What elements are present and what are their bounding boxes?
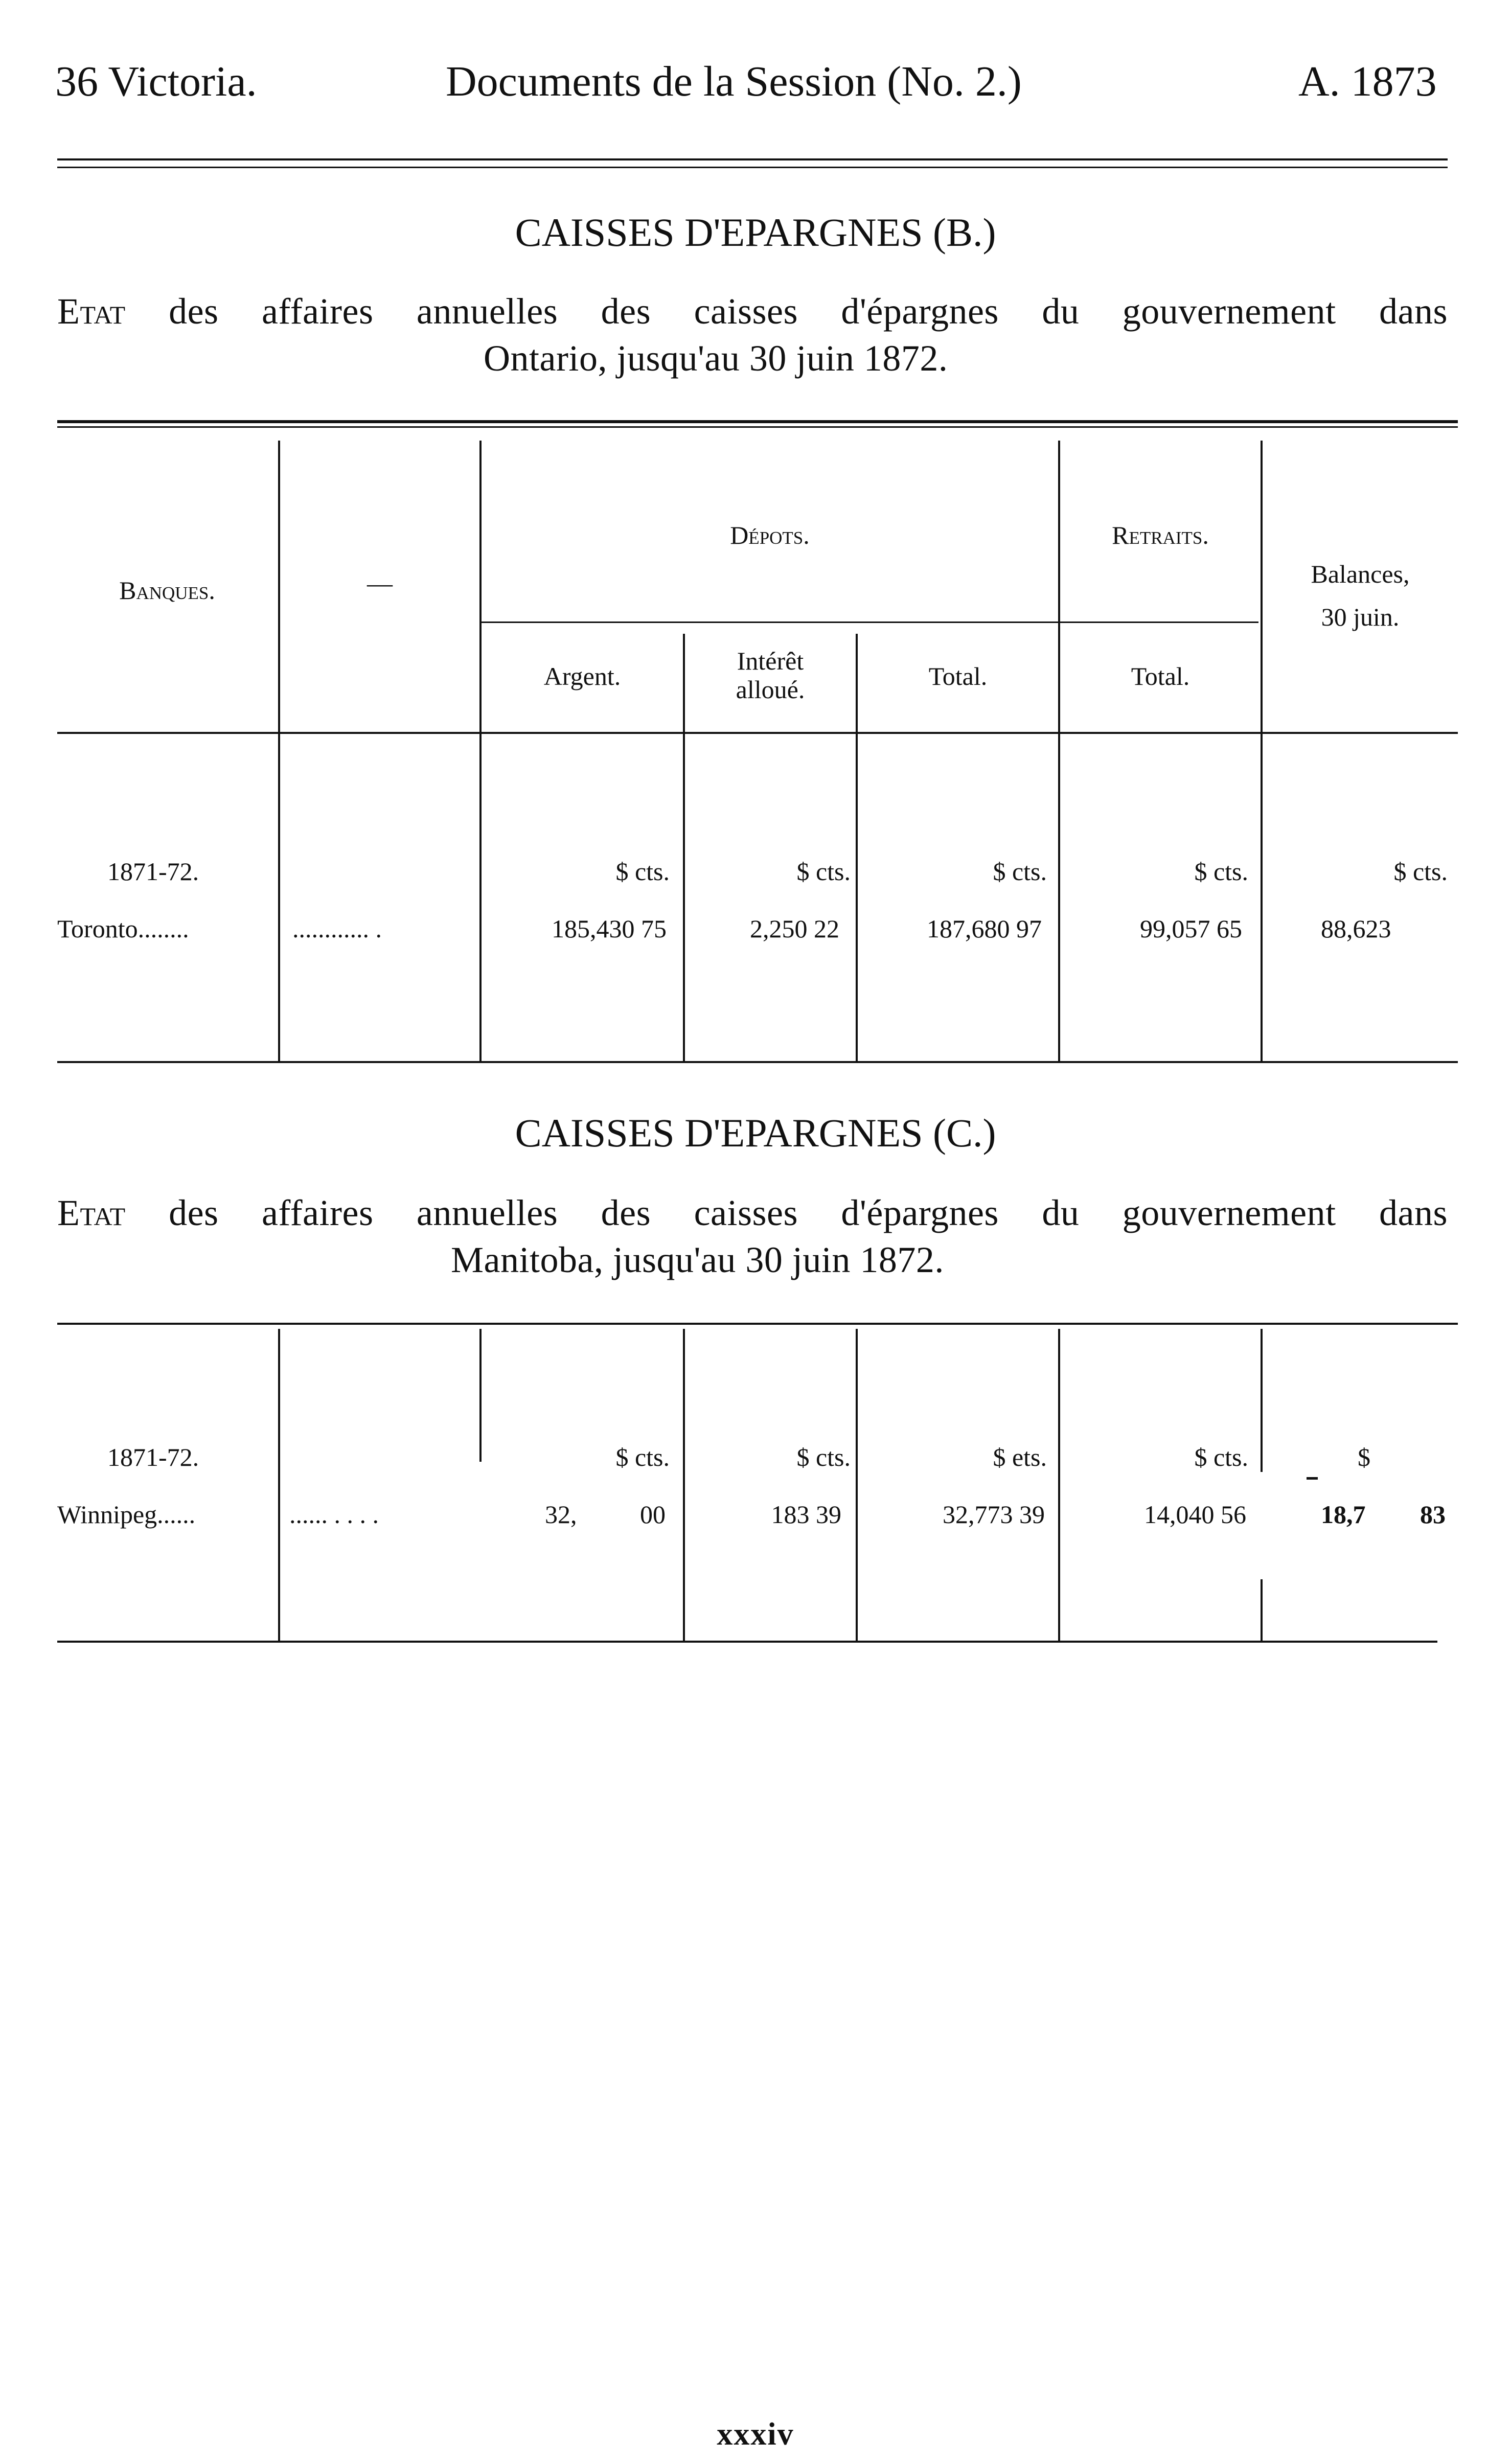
- table-b-header-rule: [57, 732, 1458, 734]
- col-header-total-retraits: Total.: [1131, 662, 1190, 690]
- header-right: A. 1873: [1298, 58, 1437, 105]
- row-leaders: ...... . . . .: [289, 1500, 379, 1529]
- col-header-balances: Balances,: [1311, 560, 1410, 588]
- cell-balance: 18,7: [1321, 1500, 1366, 1529]
- header-center: Documents de la Session (No. 2.): [446, 58, 1022, 105]
- cell-interet: 2,250 22: [750, 914, 839, 943]
- statement-lead: Etat: [57, 1192, 126, 1233]
- cell-total: 32,773 39: [943, 1500, 1045, 1529]
- col-header-balances-date: 30 juin.: [1321, 603, 1400, 631]
- table-c-col-line: [278, 1329, 280, 1641]
- table-b-bottom-rule: [57, 1061, 1458, 1063]
- table-c-col-line: [1058, 1329, 1060, 1641]
- statement-lead: Etat: [57, 291, 126, 332]
- table-c-unit: $ cts.: [615, 1443, 670, 1471]
- cell-retraits: 14,040 56: [1144, 1500, 1246, 1529]
- row-leaders: ............ .: [292, 914, 382, 943]
- row-leaders: ......: [157, 1500, 196, 1529]
- table-b-year: 1871-72.: [107, 857, 199, 886]
- section-b-statement-line2: Ontario, jusqu'au 30 juin 1872.: [484, 338, 948, 379]
- col-header-interet: Intérêt: [737, 647, 804, 675]
- table-b-unit: $ cts.: [1393, 857, 1448, 886]
- cell-argent: 185,430 75: [552, 914, 667, 943]
- table-b-unit: $ cts.: [1194, 857, 1248, 886]
- table-c-col-line: [1261, 1579, 1263, 1641]
- table-c-col-line: [1261, 1329, 1263, 1472]
- table-c-top-rule: [57, 1323, 1458, 1325]
- col-header-dash: —: [367, 569, 393, 597]
- table-c-col-line: [856, 1329, 858, 1641]
- table-row: [57, 1502, 195, 1527]
- statement-text: des affaires annuelles des caisses d'épargnes du gouvernement dans: [169, 1192, 1448, 1233]
- cell-balance: 88,623: [1321, 914, 1391, 943]
- table-c-col-line: [479, 1329, 482, 1462]
- section-c-statement-line2: Manitoba, jusqu'au 30 juin 1872.: [451, 1239, 944, 1280]
- row-name: Winnipeg: [57, 1500, 157, 1529]
- table-c-unit: $: [1358, 1443, 1370, 1471]
- cell-total: 187,680 97: [927, 914, 1042, 943]
- section-b-title: CAISSES D'EPARGNES (B.): [515, 210, 996, 255]
- header-rule-top: [57, 158, 1448, 160]
- table-c-unit: $ cts.: [796, 1443, 851, 1471]
- header-rule-bottom: [57, 167, 1448, 168]
- table-b-unit: $ cts.: [993, 857, 1047, 886]
- col-header-retraits: Retraits.: [1112, 521, 1209, 549]
- col-header-total-depots: Total.: [928, 662, 988, 690]
- section-b-statement-line1: [57, 290, 1448, 333]
- col-header-depots: Dépots.: [730, 521, 810, 549]
- col-header-interet-alloue: alloué.: [736, 675, 805, 704]
- table-b-col-line: [856, 634, 858, 1061]
- cell-argent: 32,: [545, 1500, 577, 1529]
- statement-text: des affaires annuelles des caisses d'épargnes du gouvernement dans: [169, 291, 1448, 332]
- header-left: 36 Victoria.: [55, 58, 257, 105]
- table-c-bottom-rule: [57, 1641, 1437, 1643]
- row-name: Toronto: [57, 914, 138, 943]
- table-b-unit: $ cts.: [615, 857, 670, 886]
- cell-interet: 183 39: [771, 1500, 841, 1529]
- table-c-col-line: [683, 1329, 685, 1641]
- cell-retraits: 99,057 65: [1140, 914, 1242, 943]
- table-c-year: 1871-72.: [107, 1443, 199, 1471]
- table-b-top-rule-2: [57, 426, 1458, 428]
- col-header-banques: Banques.: [119, 576, 215, 605]
- table-b-depots-rule: [482, 621, 1258, 623]
- section-c-statement-line1: [57, 1192, 1448, 1234]
- table-row: [57, 916, 189, 941]
- col-header-argent: Argent.: [543, 662, 621, 690]
- table-b-top-rule: [57, 420, 1458, 423]
- section-c-title: CAISSES D'EPARGNES (C.): [515, 1111, 996, 1155]
- table-b-col-line: [1261, 441, 1263, 1061]
- table-c-unit: $ cts.: [1194, 1443, 1248, 1471]
- table-c-unit: $ ets.: [993, 1443, 1047, 1471]
- row-leaders: ........: [138, 914, 189, 943]
- table-b-col-line: [278, 441, 280, 1061]
- page-number: xxxiv: [717, 2417, 794, 2452]
- cell-argent-cents: 00: [640, 1500, 666, 1529]
- table-b-unit: $ cts.: [796, 857, 851, 886]
- cell-balance-cents: 83: [1420, 1500, 1446, 1529]
- balance-dash: [1307, 1477, 1318, 1480]
